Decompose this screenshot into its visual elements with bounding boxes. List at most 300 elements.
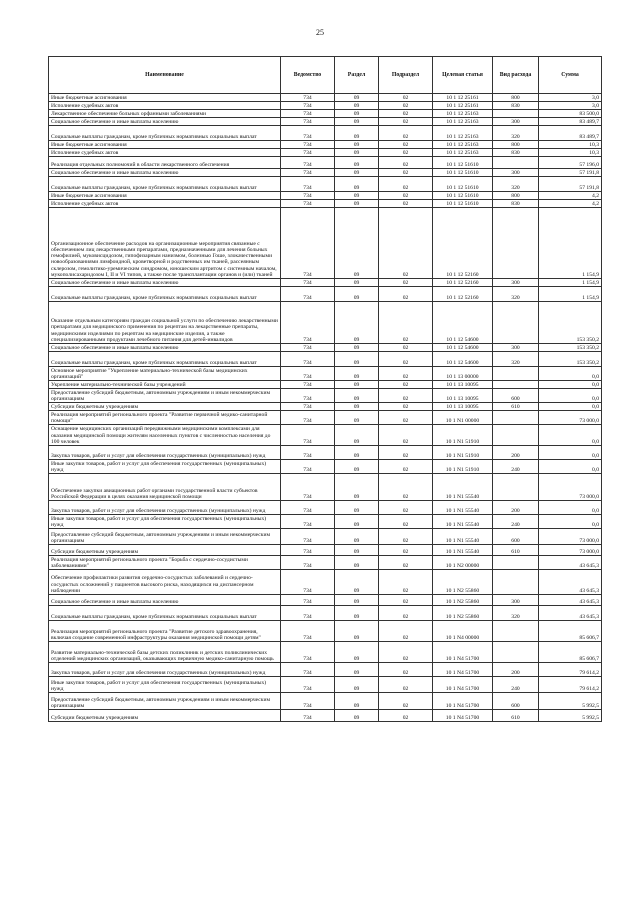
row-target-article-cell: 10 1 N1 51910 (433, 446, 493, 460)
budget-table (48, 56, 602, 722)
row-subsection-cell: 02 (379, 279, 433, 287)
row-amount-cell: 85 606,7 (539, 642, 602, 663)
row-amount-cell: 43 645,3 (539, 570, 602, 595)
row-expense-kind-cell: 200 (493, 446, 539, 460)
table-row (49, 126, 602, 141)
row-expense-kind-cell: 300 (493, 118, 539, 126)
row-name-cell: Укрепление материально-технической базы учреждений (49, 381, 281, 389)
row-department-cell: 734 (281, 157, 335, 169)
row-department-cell: 734 (281, 177, 335, 192)
table-row (49, 157, 602, 169)
row-expense-kind-cell: 600 (493, 693, 539, 710)
row-subsection-cell: 02 (379, 344, 433, 352)
row-amount-cell: 57 191,8 (539, 169, 602, 177)
table-row (49, 381, 602, 389)
row-subsection-cell: 02 (379, 595, 433, 606)
table-row (49, 110, 602, 118)
row-expense-kind-cell: 320 (493, 177, 539, 192)
row-name-cell: Исполнение судебных актов (49, 102, 281, 110)
row-target-article-cell: 10 1 12 25163 (433, 141, 493, 149)
row-department-cell: 734 (281, 200, 335, 208)
row-department-cell: 734 (281, 149, 335, 157)
row-department-cell: 734 (281, 126, 335, 141)
row-target-article-cell: 10 1 13 10095 (433, 389, 493, 403)
row-target-article-cell: 10 1 N4 51700 (433, 663, 493, 677)
row-amount-cell: 79 614,2 (539, 663, 602, 677)
row-department-cell: 734 (281, 501, 335, 515)
table-row (49, 677, 602, 693)
row-amount-cell: 3,0 (539, 102, 602, 110)
table-row (49, 710, 602, 722)
table-body (49, 94, 602, 722)
row-subsection-cell: 02 (379, 149, 433, 157)
row-subsection-cell: 02 (379, 515, 433, 529)
row-department-cell: 734 (281, 474, 335, 501)
row-section-cell: 09 (335, 367, 379, 381)
row-amount-cell: 10,3 (539, 149, 602, 157)
row-department-cell: 734 (281, 693, 335, 710)
row-subsection-cell: 02 (379, 118, 433, 126)
row-expense-kind-cell: 320 (493, 352, 539, 367)
row-amount-cell: 4,2 (539, 200, 602, 208)
header-department: Ведомство (281, 57, 335, 94)
row-amount-cell: 0,0 (539, 403, 602, 411)
header-amount: Сумма (539, 57, 602, 94)
row-subsection-cell: 02 (379, 169, 433, 177)
row-amount-cell: 0,0 (539, 515, 602, 529)
row-section-cell: 09 (335, 595, 379, 606)
row-expense-kind-cell: 800 (493, 94, 539, 102)
row-target-article-cell: 10 1 N1 51910 (433, 425, 493, 446)
row-expense-kind-cell: 320 (493, 287, 539, 302)
header-target-article: Целевая статья (433, 57, 493, 94)
row-department-cell: 734 (281, 556, 335, 570)
row-section-cell: 09 (335, 677, 379, 693)
row-subsection-cell: 02 (379, 501, 433, 515)
row-subsection-cell: 02 (379, 157, 433, 169)
row-name-cell: Закупка товаров, работ и услуг для обеспечения государственных (муниципальных) нужд (49, 446, 281, 460)
table-row (49, 94, 602, 102)
table-row (49, 606, 602, 621)
row-expense-kind-cell: 320 (493, 606, 539, 621)
table-row (49, 149, 602, 157)
row-name-cell: Обеспечение профилактики развития сердечно-сосудистых заболеваний и сердечно-сосудистых осложнений у пациентов высокого риска, находящихся на диспансерном наблюдении (49, 570, 281, 595)
row-subsection-cell: 02 (379, 529, 433, 545)
row-department-cell: 734 (281, 446, 335, 460)
row-amount-cell: 83 500,0 (539, 110, 602, 118)
row-expense-kind-cell: 300 (493, 595, 539, 606)
row-section-cell: 09 (335, 157, 379, 169)
row-subsection-cell: 02 (379, 302, 433, 344)
row-amount-cell: 43 645,3 (539, 606, 602, 621)
row-department-cell: 734 (281, 302, 335, 344)
row-section-cell: 09 (335, 352, 379, 367)
row-target-article-cell: 10 1 12 51610 (433, 177, 493, 192)
row-expense-kind-cell: 200 (493, 663, 539, 677)
row-amount-cell: 83 489,7 (539, 126, 602, 141)
table-row (49, 411, 602, 425)
row-section-cell: 09 (335, 515, 379, 529)
row-expense-kind-cell (493, 157, 539, 169)
row-amount-cell: 57 196,0 (539, 157, 602, 169)
row-name-cell: Закупка товаров, работ и услуг для обеспечения государственных (муниципальных) нужд (49, 663, 281, 677)
row-expense-kind-cell: 320 (493, 126, 539, 141)
row-target-article-cell: 10 1 N1 55540 (433, 501, 493, 515)
row-department-cell: 734 (281, 344, 335, 352)
row-target-article-cell: 10 1 12 54600 (433, 344, 493, 352)
row-department-cell: 734 (281, 381, 335, 389)
row-subsection-cell: 02 (379, 110, 433, 118)
row-amount-cell: 43 645,3 (539, 595, 602, 606)
row-name-cell: Основное мероприятие "Укрепление материально-технической базы медицинских организаций" (49, 367, 281, 381)
row-target-article-cell: 10 1 N1 00000 (433, 411, 493, 425)
row-target-article-cell: 10 1 12 25163 (433, 110, 493, 118)
row-section-cell: 09 (335, 501, 379, 515)
row-name-cell: Обеспечение закупки авиационных работ органами государственной власти субъектов Российской Федерации в целях оказания медицинской помощи (49, 474, 281, 501)
row-subsection-cell: 02 (379, 403, 433, 411)
row-expense-kind-cell: 610 (493, 403, 539, 411)
row-expense-kind-cell (493, 621, 539, 642)
table-row (49, 460, 602, 474)
row-amount-cell: 0,0 (539, 381, 602, 389)
row-section-cell: 09 (335, 474, 379, 501)
row-section-cell: 09 (335, 663, 379, 677)
table-row (49, 515, 602, 529)
row-department-cell: 734 (281, 621, 335, 642)
row-department-cell: 734 (281, 279, 335, 287)
row-section-cell: 09 (335, 710, 379, 722)
row-expense-kind-cell (493, 556, 539, 570)
table-row (49, 642, 602, 663)
row-amount-cell: 1 154,9 (539, 287, 602, 302)
row-section-cell: 09 (335, 570, 379, 595)
row-name-cell: Лекарственное обеспечение больных орфанными заболеваниями (49, 110, 281, 118)
row-name-cell: Социальное обеспечение и иные выплаты населению (49, 118, 281, 126)
table-row (49, 474, 602, 501)
row-subsection-cell: 02 (379, 126, 433, 141)
row-section-cell: 09 (335, 425, 379, 446)
row-target-article-cell: 10 1 12 25161 (433, 94, 493, 102)
row-amount-cell: 0,0 (539, 460, 602, 474)
row-amount-cell: 85 606,7 (539, 621, 602, 642)
table-row (49, 208, 602, 279)
row-target-article-cell: 10 1 12 51610 (433, 192, 493, 200)
row-subsection-cell: 02 (379, 411, 433, 425)
page-number: 25 (316, 28, 324, 37)
row-target-article-cell: 10 1 N1 51910 (433, 460, 493, 474)
row-amount-cell: 3,0 (539, 94, 602, 102)
table-row (49, 141, 602, 149)
row-department-cell: 734 (281, 118, 335, 126)
table-row (49, 169, 602, 177)
row-target-article-cell: 10 1 12 54600 (433, 302, 493, 344)
row-section-cell: 09 (335, 621, 379, 642)
row-department-cell: 734 (281, 208, 335, 279)
row-expense-kind-cell: 200 (493, 501, 539, 515)
row-department-cell: 734 (281, 677, 335, 693)
row-amount-cell: 73 000,0 (539, 529, 602, 545)
row-name-cell: Субсидии бюджетным учреждениям (49, 403, 281, 411)
row-amount-cell: 83 489,7 (539, 118, 602, 126)
row-expense-kind-cell: 830 (493, 102, 539, 110)
table-row (49, 389, 602, 403)
table-row (49, 352, 602, 367)
row-section-cell: 09 (335, 102, 379, 110)
row-name-cell: Исполнение судебных актов (49, 200, 281, 208)
row-amount-cell: 5 992,5 (539, 710, 602, 722)
row-subsection-cell: 02 (379, 200, 433, 208)
row-expense-kind-cell: 830 (493, 200, 539, 208)
row-subsection-cell: 02 (379, 677, 433, 693)
row-target-article-cell: 10 1 12 25163 (433, 126, 493, 141)
row-amount-cell: 5 992,5 (539, 693, 602, 710)
row-amount-cell: 0,0 (539, 389, 602, 403)
row-expense-kind-cell: 240 (493, 677, 539, 693)
row-department-cell: 734 (281, 515, 335, 529)
row-name-cell: Социальное обеспечение и иные выплаты населению (49, 279, 281, 287)
row-department-cell: 734 (281, 606, 335, 621)
row-section-cell: 09 (335, 556, 379, 570)
row-department-cell: 734 (281, 642, 335, 663)
table-row (49, 279, 602, 287)
row-target-article-cell: 10 1 N4 00000 (433, 621, 493, 642)
row-subsection-cell: 02 (379, 177, 433, 192)
table-row (49, 192, 602, 200)
row-department-cell: 734 (281, 663, 335, 677)
row-subsection-cell: 02 (379, 352, 433, 367)
row-amount-cell: 73 000,0 (539, 474, 602, 501)
row-department-cell: 734 (281, 352, 335, 367)
row-section-cell: 09 (335, 381, 379, 389)
row-section-cell: 09 (335, 94, 379, 102)
row-target-article-cell: 10 1 13 10095 (433, 381, 493, 389)
row-expense-kind-cell: 800 (493, 192, 539, 200)
row-subsection-cell: 02 (379, 663, 433, 677)
row-subsection-cell: 02 (379, 425, 433, 446)
row-department-cell: 734 (281, 389, 335, 403)
row-section-cell: 09 (335, 302, 379, 344)
row-section-cell: 09 (335, 529, 379, 545)
row-name-cell: Реализация мероприятий регионального проекта "Борьба с сердечно-сосудистыми заболеваниями" (49, 556, 281, 570)
row-department-cell: 734 (281, 367, 335, 381)
row-name-cell: Закупка товаров, работ и услуг для обеспечения государственных (муниципальных) нужд (49, 501, 281, 515)
row-section-cell: 09 (335, 642, 379, 663)
row-subsection-cell: 02 (379, 141, 433, 149)
row-section-cell: 09 (335, 389, 379, 403)
row-target-article-cell: 10 1 12 54600 (433, 352, 493, 367)
row-target-article-cell: 10 1 N2 55860 (433, 606, 493, 621)
row-target-article-cell: 10 1 12 51610 (433, 157, 493, 169)
row-expense-kind-cell: 240 (493, 515, 539, 529)
row-target-article-cell: 10 1 N4 51700 (433, 693, 493, 710)
row-subsection-cell: 02 (379, 389, 433, 403)
row-expense-kind-cell (493, 367, 539, 381)
row-target-article-cell: 10 1 N1 55540 (433, 515, 493, 529)
row-department-cell: 734 (281, 102, 335, 110)
header-name: Наименование (49, 57, 281, 94)
row-target-article-cell: 10 1 N4 51700 (433, 642, 493, 663)
row-subsection-cell: 02 (379, 287, 433, 302)
row-subsection-cell: 02 (379, 474, 433, 501)
row-subsection-cell: 02 (379, 606, 433, 621)
row-subsection-cell: 02 (379, 642, 433, 663)
row-section-cell: 09 (335, 344, 379, 352)
row-name-cell: Социальное обеспечение и иные выплаты населению (49, 169, 281, 177)
row-target-article-cell: 10 1 N1 55540 (433, 545, 493, 556)
row-name-cell: Оказание отдельным категориям граждан социальной услуги по обеспечению лекарственными препаратами для медицинского применения по рецептам на лекарственные препараты, медицинскими изделиями по рецептам на медицинские изделия, а также специализированными продуктами лечебного питания для детей-инвалидов (49, 302, 281, 344)
row-department-cell: 734 (281, 110, 335, 118)
row-department-cell: 734 (281, 411, 335, 425)
table-row (49, 529, 602, 545)
row-department-cell: 734 (281, 595, 335, 606)
row-department-cell: 734 (281, 192, 335, 200)
row-section-cell: 09 (335, 169, 379, 177)
row-expense-kind-cell (493, 110, 539, 118)
row-subsection-cell: 02 (379, 621, 433, 642)
row-name-cell: Субсидии бюджетным учреждениям (49, 545, 281, 556)
row-target-article-cell: 10 1 N1 55540 (433, 529, 493, 545)
row-amount-cell: 43 645,3 (539, 556, 602, 570)
row-section-cell: 09 (335, 141, 379, 149)
row-target-article-cell: 10 1 N2 55860 (433, 570, 493, 595)
row-section-cell: 09 (335, 192, 379, 200)
row-target-article-cell: 10 1 13 10095 (433, 403, 493, 411)
row-name-cell: Иные закупки товаров, работ и услуг для обеспечения государственных (муниципальных) нужд (49, 677, 281, 693)
table-row (49, 425, 602, 446)
row-expense-kind-cell: 300 (493, 279, 539, 287)
table-header-row (49, 57, 602, 94)
row-section-cell: 09 (335, 149, 379, 157)
row-department-cell: 734 (281, 545, 335, 556)
row-department-cell: 734 (281, 529, 335, 545)
row-expense-kind-cell (493, 381, 539, 389)
row-expense-kind-cell: 300 (493, 169, 539, 177)
row-department-cell: 734 (281, 425, 335, 446)
row-name-cell: Социальное обеспечение и иные выплаты населению (49, 344, 281, 352)
row-target-article-cell: 10 1 12 25163 (433, 149, 493, 157)
row-subsection-cell: 02 (379, 545, 433, 556)
row-expense-kind-cell: 300 (493, 344, 539, 352)
row-target-article-cell: 10 1 N4 51700 (433, 710, 493, 722)
row-department-cell: 734 (281, 710, 335, 722)
row-section-cell: 09 (335, 460, 379, 474)
row-subsection-cell: 02 (379, 367, 433, 381)
row-expense-kind-cell: 800 (493, 141, 539, 149)
row-target-article-cell: 10 1 12 25161 (433, 102, 493, 110)
row-target-article-cell: 10 1 13 00000 (433, 367, 493, 381)
row-section-cell: 09 (335, 606, 379, 621)
row-amount-cell: 153 350,2 (539, 352, 602, 367)
table-row (49, 302, 602, 344)
row-target-article-cell: 10 1 N4 51700 (433, 677, 493, 693)
header-section: Раздел (335, 57, 379, 94)
row-subsection-cell: 02 (379, 94, 433, 102)
row-section-cell: 09 (335, 411, 379, 425)
row-section-cell: 09 (335, 200, 379, 208)
row-expense-kind-cell (493, 474, 539, 501)
row-name-cell: Оснащение медицинских организаций передвижными медицинскими комплексами для оказания медицинской помощи жителям населенных пунктов с численностью населения до 100 человек (49, 425, 281, 446)
row-section-cell: 09 (335, 126, 379, 141)
row-name-cell: Предоставление субсидий бюджетным, автономным учреждениям и иным некоммерческим организациям (49, 693, 281, 710)
row-name-cell: Иные бюджетные ассигнования (49, 192, 281, 200)
row-name-cell: Иные бюджетные ассигнования (49, 141, 281, 149)
row-name-cell: Предоставление субсидий бюджетным, автономным учреждениям и иным некоммерческим организациям (49, 529, 281, 545)
row-section-cell: 09 (335, 208, 379, 279)
row-subsection-cell: 02 (379, 556, 433, 570)
table-row (49, 287, 602, 302)
table-row (49, 446, 602, 460)
row-name-cell: Социальное обеспечение и иные выплаты населению (49, 595, 281, 606)
row-expense-kind-cell (493, 302, 539, 344)
table-row (49, 556, 602, 570)
row-amount-cell: 153 350,2 (539, 344, 602, 352)
table-row (49, 570, 602, 595)
row-section-cell: 09 (335, 403, 379, 411)
row-department-cell: 734 (281, 570, 335, 595)
row-section-cell: 09 (335, 446, 379, 460)
row-name-cell: Социальные выплаты гражданам, кроме публичных нормативных социальных выплат (49, 352, 281, 367)
row-section-cell: 09 (335, 693, 379, 710)
row-section-cell: 09 (335, 118, 379, 126)
row-expense-kind-cell: 240 (493, 460, 539, 474)
row-target-article-cell: 10 1 N2 00000 (433, 556, 493, 570)
row-subsection-cell: 02 (379, 446, 433, 460)
row-name-cell: Реализация мероприятий регионального проекта "Развитие первичной медико-санитарной помощи" (49, 411, 281, 425)
row-target-article-cell: 10 1 12 51610 (433, 169, 493, 177)
row-expense-kind-cell (493, 411, 539, 425)
row-amount-cell: 4,2 (539, 192, 602, 200)
table-row (49, 200, 602, 208)
row-subsection-cell: 02 (379, 192, 433, 200)
row-name-cell: Предоставление субсидий бюджетным, автономным учреждениям и иным некоммерческим организациям (49, 389, 281, 403)
row-name-cell: Иные закупки товаров, работ и услуг для обеспечения государственных (муниципальных) нужд (49, 460, 281, 474)
row-amount-cell: 73 000,0 (539, 411, 602, 425)
table-row (49, 693, 602, 710)
table-row (49, 102, 602, 110)
row-target-article-cell: 10 1 12 52160 (433, 287, 493, 302)
row-subsection-cell: 02 (379, 102, 433, 110)
row-subsection-cell: 02 (379, 381, 433, 389)
row-expense-kind-cell (493, 642, 539, 663)
row-department-cell: 734 (281, 94, 335, 102)
row-target-article-cell: 10 1 12 52160 (433, 279, 493, 287)
table-row (49, 344, 602, 352)
row-target-article-cell: 10 1 N1 55540 (433, 474, 493, 501)
row-department-cell: 734 (281, 141, 335, 149)
row-name-cell: Развитие материально-технической базы детских поликлиник и детских поликлинических отделений медицинских организаций, оказывающих первичную медико-санитарную помощь (49, 642, 281, 663)
row-amount-cell: 1 154,9 (539, 208, 602, 279)
row-name-cell: Субсидии бюджетным учреждениям (49, 710, 281, 722)
table-row (49, 545, 602, 556)
table-row (49, 621, 602, 642)
table-row (49, 403, 602, 411)
row-amount-cell: 0,0 (539, 501, 602, 515)
row-amount-cell: 10,3 (539, 141, 602, 149)
row-amount-cell: 153 350,2 (539, 302, 602, 344)
row-name-cell: Социальные выплаты гражданам, кроме публичных нормативных социальных выплат (49, 177, 281, 192)
row-amount-cell: 0,0 (539, 367, 602, 381)
row-subsection-cell: 02 (379, 710, 433, 722)
row-expense-kind-cell: 600 (493, 529, 539, 545)
row-section-cell: 09 (335, 545, 379, 556)
row-amount-cell: 73 000,0 (539, 545, 602, 556)
row-department-cell: 734 (281, 169, 335, 177)
row-subsection-cell: 02 (379, 208, 433, 279)
row-amount-cell: 79 614,2 (539, 677, 602, 693)
row-department-cell: 734 (281, 460, 335, 474)
row-name-cell: Исполнение судебных актов (49, 149, 281, 157)
row-expense-kind-cell: 610 (493, 545, 539, 556)
